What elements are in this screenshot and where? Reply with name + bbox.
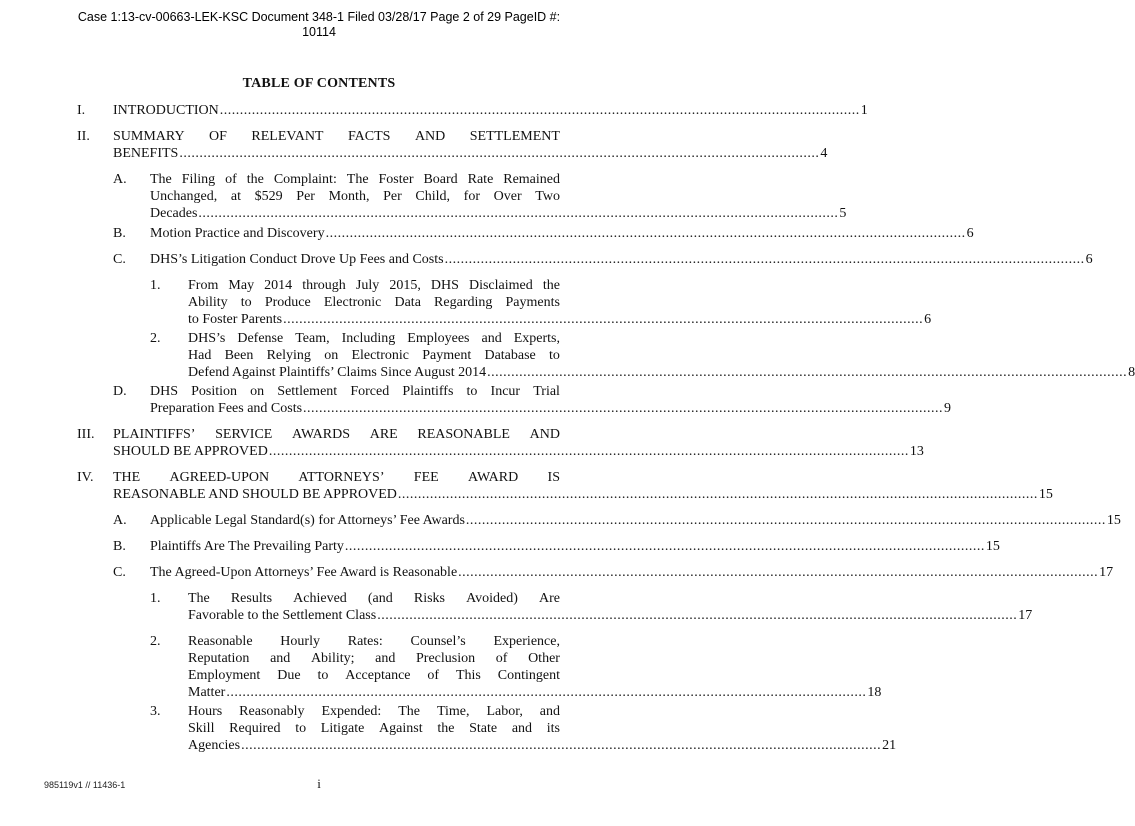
- toc-word: the: [542, 278, 560, 293]
- toc-entry-number: C.: [113, 565, 126, 580]
- toc-entry-number: A.: [113, 513, 127, 528]
- toc-entry-leader-line: [150, 538, 1000, 555]
- toc-word: FACTS: [347, 129, 391, 144]
- toc-word: Remained: [503, 172, 560, 187]
- toc-word: to: [549, 348, 560, 363]
- toc-word: ARE: [369, 427, 398, 442]
- toc-word: Litigate: [320, 721, 365, 736]
- toc-entry-text-line: DHS’s Litigation Conduct Drove Up Fees and Costs: [150, 252, 444, 267]
- page-number: i: [317, 776, 321, 791]
- toc-entry-text-line: REASONABLE AND SHOULD BE APPROVED: [113, 487, 397, 502]
- case-header-line-2: 10114: [302, 25, 336, 39]
- toc-word: Per: [383, 189, 402, 204]
- toc-entry-page: 6: [966, 226, 974, 241]
- toc-entry-page: 21: [882, 738, 897, 753]
- toc-word: and: [511, 721, 533, 736]
- toc-word: The: [150, 172, 172, 187]
- toc-word: Month,: [328, 189, 370, 204]
- dot-leader: ................................................................................................................................................................: [377, 608, 1018, 623]
- toc-word: (and: [367, 591, 393, 606]
- toc-word: Experts,: [513, 331, 560, 346]
- toc-word: and: [270, 651, 291, 666]
- toc-word: Are: [538, 591, 560, 606]
- toc-entry-leader-line: [188, 737, 897, 754]
- toc-entry-text-line: [150, 171, 560, 188]
- toc-word: Produce: [264, 295, 311, 310]
- toc-entry-text-line: [188, 590, 560, 607]
- toc-word: Employment: [188, 668, 261, 683]
- toc-word: and: [539, 704, 560, 719]
- toc-word: Forced: [350, 384, 390, 399]
- toc-word: AND: [414, 129, 446, 144]
- toc-word: Reasonably: [239, 704, 305, 719]
- toc-word: Per: [296, 189, 315, 204]
- toc-word: May: [228, 278, 255, 293]
- toc-entry-number: 1.: [150, 278, 161, 293]
- toc-entry-leader-line: [188, 364, 1135, 381]
- toc-word: Rates:: [347, 634, 383, 649]
- toc-word: DHS’s: [188, 331, 226, 346]
- toc-word: Child,: [415, 189, 451, 204]
- toc-word: through: [302, 278, 346, 293]
- toc-word: to: [240, 295, 252, 310]
- toc-word: Relying: [266, 348, 311, 363]
- toc-word: Regarding: [434, 295, 493, 310]
- toc-entry-page: 6: [924, 312, 932, 327]
- toc-entry-text-line: [188, 650, 560, 667]
- toc-word: at: [230, 189, 242, 204]
- toc-word: Payments: [505, 295, 560, 310]
- toc-entry-text-line: [113, 469, 560, 486]
- toc-word: Position: [191, 384, 238, 399]
- toc-word: Avoided): [466, 591, 518, 606]
- toc-entry-text-line: Defend Against Plaintiffs’ Claims Since August 2014: [188, 365, 487, 380]
- toc-entry-leader-line: [150, 205, 847, 222]
- toc-entry-page: 6: [1085, 252, 1093, 267]
- toc-word: Defense: [237, 331, 284, 346]
- toc-entry-page: 9: [944, 401, 952, 416]
- toc-entry-leader-line: [188, 311, 932, 328]
- toc-word: DHS: [150, 384, 179, 399]
- toc-word: Reputation: [188, 651, 250, 666]
- toc-word: July: [355, 278, 380, 293]
- toc-word: OF: [209, 129, 227, 144]
- toc-word: IS: [547, 470, 560, 485]
- toc-entry-number: 2.: [150, 331, 161, 346]
- toc-entry-text-line: [188, 703, 560, 720]
- toc-entry-text-line: [150, 188, 560, 205]
- toc-word: Reasonable: [188, 634, 253, 649]
- toc-entry-text-line: Agencies: [188, 738, 241, 753]
- toc-word: Payment: [422, 348, 472, 363]
- toc-word: 2015,: [389, 278, 421, 293]
- toc-word: The: [346, 172, 369, 187]
- toc-word: Expended:: [321, 704, 382, 719]
- toc-word: From: [188, 278, 219, 293]
- dot-leader: ................................................................................................................................................................: [303, 401, 944, 416]
- toc-word: REASONABLE: [417, 427, 510, 442]
- toc-entry-page: 17: [1018, 608, 1033, 623]
- toc-word: Acceptance: [345, 668, 411, 683]
- toc-entry-text-line: Favorable to the Settlement Class: [188, 608, 377, 623]
- toc-entry-leader-line: [113, 145, 828, 162]
- dot-leader: ................................................................................................................................................................: [179, 146, 820, 161]
- toc-word: ATTORNEYS’: [298, 470, 385, 485]
- toc-entry-number: 1.: [150, 591, 161, 606]
- toc-word: Database: [484, 348, 536, 363]
- toc-word: State: [469, 721, 498, 736]
- toc-entry-number: 2.: [150, 634, 161, 649]
- toc-entry-text-line: Motion Practice and Discovery: [150, 226, 325, 241]
- toc-word: $529: [254, 189, 283, 204]
- toc-entry-page: 5: [839, 206, 847, 221]
- toc-word: Employees: [407, 331, 470, 346]
- dot-leader: ................................................................................................................................................................: [397, 487, 1038, 502]
- dot-leader: ................................................................................................................................................................: [444, 252, 1085, 267]
- toc-word: This: [455, 668, 481, 683]
- dot-leader: ................................................................................................................................................................: [226, 685, 867, 700]
- toc-word: Other: [528, 651, 560, 666]
- toc-word: Board: [423, 172, 458, 187]
- toc-entry-text-line: [113, 128, 560, 145]
- toc-word: Ability: [188, 295, 228, 310]
- toc-word: Contingent: [497, 668, 560, 683]
- toc-entry-text-line: [188, 347, 560, 364]
- toc-word: Electronic: [323, 295, 382, 310]
- toc-word: of: [427, 668, 440, 683]
- toc-word: and: [375, 651, 396, 666]
- toc-entry-number: B.: [113, 226, 126, 241]
- toc-entry-text-line: Matter: [188, 685, 226, 700]
- toc-word: AWARD: [468, 470, 519, 485]
- dot-leader: ................................................................................................................................................................: [344, 539, 985, 554]
- toc-entry-number: I.: [77, 103, 86, 118]
- toc-word: to: [317, 668, 329, 683]
- toc-word: Experience,: [493, 634, 560, 649]
- toc-word: SETTLEMENT: [469, 129, 560, 144]
- toc-entry-leader-line: [188, 607, 1033, 624]
- toc-word: on: [250, 384, 265, 399]
- toc-entry-text-line: [188, 720, 560, 737]
- toc-entry-text-line: The Agreed-Upon Attorneys’ Fee Award is Reasonable: [150, 565, 458, 580]
- toc-word: Been: [224, 348, 254, 363]
- toc-word: Plaintiffs: [402, 384, 454, 399]
- case-header: [0, 10, 638, 40]
- toc-entry-page: 4: [820, 146, 828, 161]
- toc-word: Rate: [467, 172, 494, 187]
- toc-entry-text-line: INTRODUCTION: [113, 103, 219, 118]
- toc-word: on: [324, 348, 339, 363]
- toc-entry-page: 13: [909, 444, 924, 459]
- toc-word: Skill: [188, 721, 215, 736]
- toc-word: Time,: [436, 704, 470, 719]
- toc-word: The: [398, 704, 421, 719]
- toc-word: Preclusion: [416, 651, 476, 666]
- dot-leader: ................................................................................................................................................................: [198, 206, 839, 221]
- toc-word: Required: [229, 721, 281, 736]
- toc-word: Incur: [490, 384, 521, 399]
- toc-word: Counsel’s: [410, 634, 466, 649]
- toc-entry-page: 15: [985, 539, 1000, 554]
- toc-word: Achieved: [293, 591, 347, 606]
- toc-entry-number: B.: [113, 539, 126, 554]
- dot-leader: ................................................................................................................................................................: [325, 226, 966, 241]
- dot-leader: ................................................................................................................................................................: [268, 444, 909, 459]
- toc-word: RELEVANT: [251, 129, 324, 144]
- toc-word: PLAINTIFFS’: [113, 427, 196, 442]
- toc-word: Including: [341, 331, 396, 346]
- toc-word: Trial: [533, 384, 560, 399]
- toc-word: to: [466, 384, 478, 399]
- toc-word: AND: [529, 427, 560, 442]
- toc-word: Electronic: [351, 348, 409, 363]
- toc-entry-text-line: [188, 277, 560, 294]
- toc-word: of: [495, 651, 508, 666]
- toc-word: Results: [230, 591, 273, 606]
- toc-entry-text-line: [150, 383, 560, 400]
- toc-entry-number: III.: [77, 427, 95, 442]
- toc-entry-number: 3.: [150, 704, 161, 719]
- case-header-line-1: Case 1:13-cv-00663-LEK-KSC Document 348-1 Filed 03/28/17 Page 2 of 29 PageID #:: [77, 10, 561, 24]
- toc-entry-leader-line: [150, 251, 1093, 268]
- toc-word: SUMMARY: [113, 129, 185, 144]
- toc-entry-text-line: Plaintiffs Are The Prevailing Party: [150, 539, 344, 554]
- toc-entry-number: IV.: [77, 470, 94, 485]
- toc-word: Two: [535, 189, 560, 204]
- toc-entry-text-line: [113, 426, 560, 443]
- toc-entry-leader-line: [150, 564, 1114, 581]
- toc-word: Over: [493, 189, 522, 204]
- dot-leader: ................................................................................................................................................................: [241, 738, 882, 753]
- toc-entry-text-line: [188, 667, 560, 684]
- toc-word: for: [463, 189, 480, 204]
- toc-word: its: [546, 721, 560, 736]
- toc-word: Unchanged,: [150, 189, 218, 204]
- toc-entry-page: 8: [1128, 365, 1135, 380]
- toc-entry-text-line: to Foster Parents: [188, 312, 283, 327]
- toc-entry-page: 15: [1106, 513, 1121, 528]
- toc-entry-leader-line: [150, 512, 1121, 529]
- toc-entry-number: A.: [113, 172, 127, 187]
- toc-word: The: [188, 591, 210, 606]
- toc-word: Disclaimed: [468, 278, 533, 293]
- toc-entry-text-line: Preparation Fees and Costs: [150, 401, 303, 416]
- toc-entry-page: 18: [867, 685, 882, 700]
- toc-entry-leader-line: [113, 486, 1053, 503]
- toc-entry-text-line: SHOULD BE APPROVED: [113, 444, 268, 459]
- toc-word: the: [246, 172, 264, 187]
- toc-word: AWARDS: [292, 427, 351, 442]
- toc-entry-number: D.: [113, 384, 127, 399]
- toc-word: to: [295, 721, 307, 736]
- dot-leader: ................................................................................................................................................................: [465, 513, 1106, 528]
- toc-word: the: [437, 721, 455, 736]
- toc-entry-number: C.: [113, 252, 126, 267]
- toc-entry-text-line: Decades: [150, 206, 198, 221]
- toc-word: of: [225, 172, 237, 187]
- toc-entry-page: 1: [860, 103, 868, 118]
- toc-entry-text-line: Applicable Legal Standard(s) for Attorneys’ Fee Awards: [150, 513, 465, 528]
- toc-word: Filing: [181, 172, 216, 187]
- toc-entry-text-line: [188, 633, 560, 650]
- toc-word: Hourly: [280, 634, 320, 649]
- toc-word: Data: [394, 295, 421, 310]
- toc-entry-page: 17: [1099, 565, 1114, 580]
- toc-word: DHS: [430, 278, 459, 293]
- toc-word: Against: [379, 721, 423, 736]
- toc-entry-leader-line: [150, 400, 952, 417]
- toc-word: 2014: [264, 278, 293, 293]
- toc-entry-number: II.: [77, 129, 90, 144]
- toc-word: THE: [113, 470, 141, 485]
- toc-word: Foster: [378, 172, 414, 187]
- toc-word: Hours: [188, 704, 223, 719]
- document-id: 985119v1 // 11436-1: [44, 780, 126, 790]
- toc-entry-leader-line: [113, 443, 924, 460]
- toc-word: Risks: [413, 591, 445, 606]
- dot-leader: ................................................................................................................................................................: [487, 365, 1128, 380]
- toc-word: Due: [277, 668, 301, 683]
- toc-word: Team,: [295, 331, 330, 346]
- toc-word: Ability;: [310, 651, 355, 666]
- toc-entry-text-line: [188, 330, 560, 347]
- toc-word: and: [481, 331, 502, 346]
- toc-word: Labor,: [486, 704, 523, 719]
- toc-word: Had: [188, 348, 212, 363]
- dot-leader: ................................................................................................................................................................: [283, 312, 924, 327]
- toc-word: SERVICE: [215, 427, 273, 442]
- toc-word: AGREED-UPON: [169, 470, 270, 485]
- toc-entry-text-line: BENEFITS: [113, 146, 179, 161]
- toc-entry-leader-line: [150, 225, 974, 242]
- toc-entry-page: 15: [1038, 487, 1053, 502]
- toc-title: TABLE OF CONTENTS: [242, 76, 396, 91]
- toc-word: Complaint:: [273, 172, 337, 187]
- toc-entry-leader-line: [188, 684, 882, 701]
- toc-word: FEE: [413, 470, 439, 485]
- toc-entry-leader-line: [113, 102, 868, 119]
- toc-entry-text-line: [188, 294, 560, 311]
- toc-word: Settlement: [277, 384, 338, 399]
- dot-leader: ................................................................................................................................................................: [219, 103, 860, 118]
- dot-leader: ................................................................................................................................................................: [458, 565, 1099, 580]
